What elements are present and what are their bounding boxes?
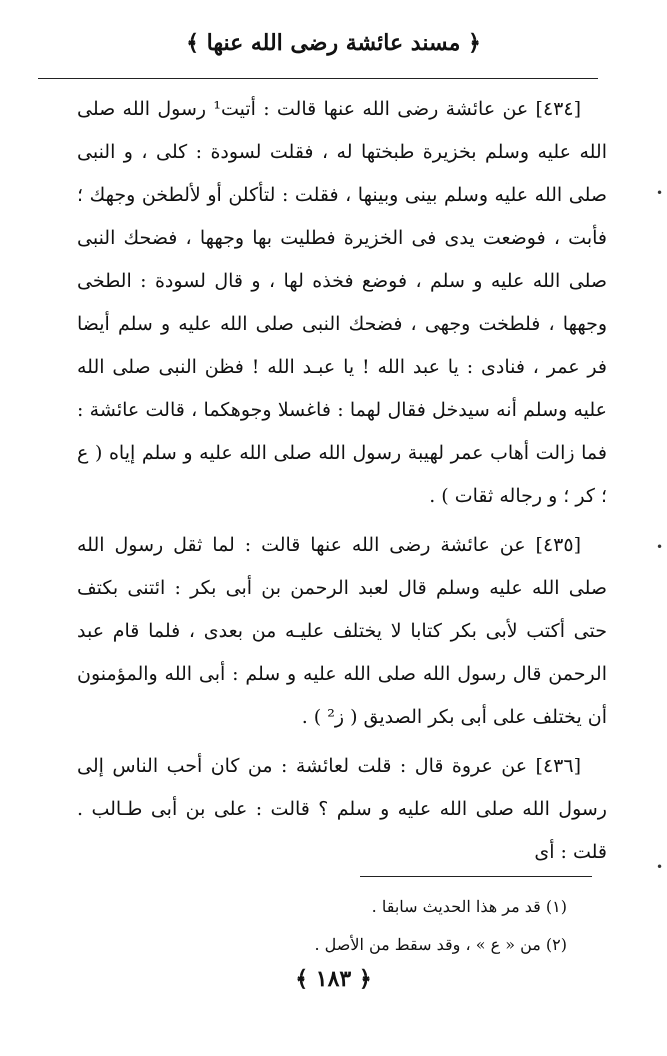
hadith-paragraph (77, 745, 607, 874)
margin-mark: • (656, 540, 664, 554)
margin-mark: • (656, 860, 664, 874)
running-header: ﴿ مسند عائشة رضى الله عنها ﴾ (186, 30, 481, 56)
hadith-number: [٤٣٦] (535, 755, 581, 777)
footnote: (٢) من « ع » ، وقد سقط من الأصل . (314, 935, 567, 954)
hadith-paragraph (77, 88, 607, 518)
margin-mark: • (656, 186, 664, 200)
header-rule (38, 78, 598, 79)
hadith-text: عن عائشة رضى الله عنها قالت : لما ثقل رسول الله صلى الله عليه وسلم قال لعبد الرحمن بن أبى بكر : ائتنى بكتف حتى أكتب لأبى بكر كتابا لا يختلف عليـه من بعدى ، فلما قام عبد الرحمن قال رسول الله صلى الله عليه و سلم : أبى الله والمؤمنون أن يختلف على أبى بكر الصديق ( ز² ) . (77, 534, 607, 728)
page-number: ﴿ ١٨٣ ﴾ (295, 966, 372, 992)
body-text (77, 88, 607, 880)
hadith-paragraph (77, 524, 607, 739)
hadith-number: [٤٣٤] (535, 98, 581, 120)
footnote-rule (360, 876, 592, 877)
hadith-text: عن عروة قال : قلت لعائشة : من كان أحب الناس إلى رسول الله صلى الله عليه و سلم ؟ قالت : على بن أبى طـالب . قلت : أى (77, 755, 607, 863)
hadith-number: [٤٣٥] (535, 534, 581, 556)
hadith-text: عن عائشة رضى الله عنها قالت : أتيت¹ رسول الله صلى الله عليه وسلم بخزيرة طبختها له ، فقلت لسودة : كلى ، و النبى صلى الله عليه وسلم بينى وبينها ، فقلت : لتأكلن أو لألطخن وجهك ؛ فأبت ، فوضعت يدى فى الخزيرة فطليت بها وجهها ، فضحك النبى صلى الله عليه و سلم ، فوضع فخذه لها ، و قال لسودة : الطخى وجهها ، فلطخت وجهى ، فضحك النبى صلى الله عليه و سلم أيضا فر عمر ، فنادى : يا عبد الله ! يا عبـد الله ! فظن النبى صلى الله عليه وسلم أنه سيدخل فقال لهما : فاغسلا وجوهكما ، قالت عائشة : فما زالت أهاب عمر لهيبة رسول الله صلى الله عليه و سلم إياه ( ع ؛ كر ؛ و رجاله ثقات ) . (77, 98, 607, 507)
footnote: (١) قد مر هذا الحديث سابقا . (371, 897, 567, 916)
footnotes (127, 888, 567, 964)
